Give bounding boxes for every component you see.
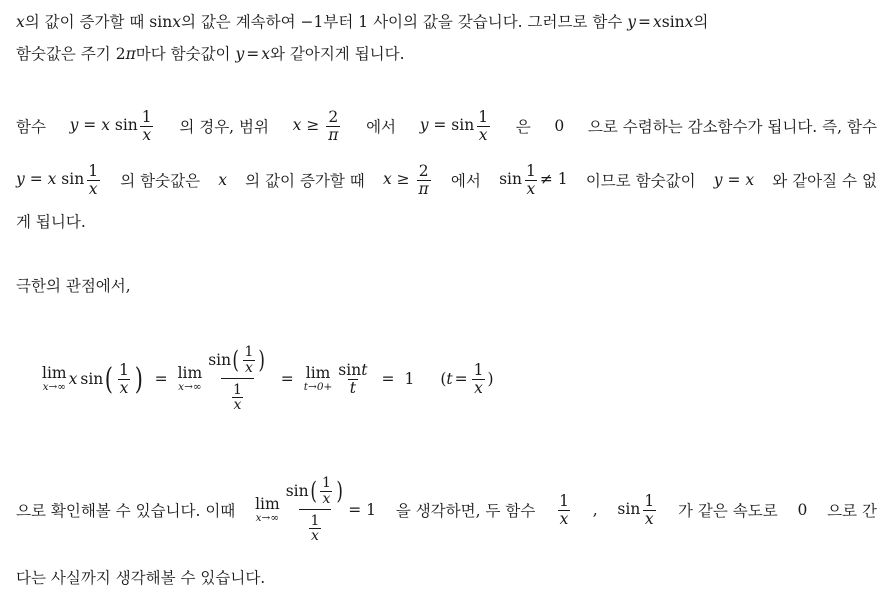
substitution-note: ( t = $\frac{1}{x}$ ) (440, 361, 494, 397)
text: 부터 (323, 13, 359, 31)
paragraph-4-line-2 (16, 566, 877, 588)
fraction-sin-over-1-over-x: sin ( $\frac{1}{x}$ ) $\frac{1}{x}$ (208, 344, 266, 414)
inline-formula-sin-1-over-x-neq-1: sin $\frac{1}{x}$ ≠ 1 (499, 162, 568, 198)
equals-sign: = (638, 13, 651, 31)
denominator: x (88, 179, 98, 198)
inline-formula-y-sin-1-over-x: y = sin $\frac{1}{x}$ (419, 108, 489, 144)
text: 사이의 값을 갖습니다. 그러므로 함수 (368, 13, 628, 31)
var-y: y (235, 45, 245, 63)
numerator: 1 (525, 162, 536, 181)
sin-text: sin (80, 370, 104, 388)
pi-symbol: π (125, 45, 136, 63)
fraction-sin-t-over-t: $\frac{\sin t}{t}$ (338, 361, 368, 397)
text: 으로 확인해볼 수 있습니다. 이때 (16, 502, 236, 520)
fraction-1-over-x: $\frac{1}{x}$ (559, 492, 569, 528)
numerator: 1 (478, 108, 489, 127)
limit-operator: lim x→∞ (177, 364, 203, 393)
inline-formula-x-geq-2-over-pi: x ≥ $\frac{2}{\pi}$ (292, 108, 339, 144)
inline-formula-sin-1-over-x: sin $\frac{1}{x}$ (617, 492, 655, 528)
text: 마다 함숫값이 (135, 45, 236, 63)
right-paren: ) (134, 361, 143, 397)
paragraph-1-line-2 (16, 42, 877, 64)
text: 함숫값은 주기 (16, 45, 116, 63)
paragraph-2-line-3 (16, 210, 877, 232)
result-value: 1 (404, 370, 415, 388)
text: 함수 (16, 118, 46, 136)
sin-text: sin (661, 13, 685, 31)
paragraph-4-line-1 (16, 470, 877, 550)
number: −1 (300, 13, 324, 31)
text: 와 같아지게 됩니다. (269, 45, 405, 63)
text: 의 (693, 13, 709, 31)
paragraph-3 (16, 274, 877, 296)
text: 다는 사실까지 생각해볼 수 있습니다. (16, 569, 266, 587)
left-paren: ( (105, 361, 114, 397)
text: 의 경우, 범위 (179, 118, 269, 136)
text: 에서 (366, 118, 397, 136)
limit-operator: lim t→0+ (303, 364, 333, 393)
inline-formula-y-x-sin-1-over-x: y = x sin $\frac{1}{x}$ (69, 108, 152, 144)
neq-one: ≠ 1 (539, 170, 568, 188)
text: 의 값이 증가할 때 (245, 172, 365, 190)
inline-formula-y-x-sin-1-over-x: y = x sin $\frac{1}{x}$ (16, 162, 99, 198)
denominator: x (142, 125, 152, 144)
var-x: x (16, 13, 25, 31)
var-x: x (684, 13, 694, 31)
limit-operator: lim x→∞ (42, 364, 67, 393)
text: 와 같아질 수 없 (772, 172, 877, 190)
denominator: x (478, 125, 488, 144)
equals-sign: = (381, 370, 395, 388)
text: , (592, 501, 598, 519)
text: 가 같은 속도로 (677, 502, 778, 520)
equals-one: = 1 (348, 501, 377, 519)
text: 이므로 함숫값이 (585, 172, 696, 190)
numerator: 2 (328, 108, 339, 127)
text: 의 값이 증가할 때 (24, 13, 150, 31)
number: 1 (358, 13, 369, 31)
number: 2 (115, 45, 126, 63)
text: 게 됩니다. (16, 213, 86, 231)
var-x: x (653, 13, 662, 31)
var-x: x (172, 13, 181, 31)
equals-sign: = (280, 370, 294, 388)
denominator: π (328, 125, 339, 144)
numerator: 1 (88, 162, 99, 181)
text: 으로 간 (827, 502, 877, 520)
text: 극한의 관점에서, (16, 277, 131, 295)
equals-sign: = (246, 45, 260, 63)
text: 을 생각하면, 두 함수 (395, 502, 536, 520)
var-y: y (627, 13, 636, 31)
denominator: x (526, 179, 536, 198)
number: 0 (554, 117, 565, 135)
text: 의 함숫값은 (120, 172, 201, 190)
inline-limit-formula: lim x→∞ sin ( $\frac{1}{x}$ ) $\frac{1}{x}$ = 1 (255, 475, 377, 545)
inline-formula-y-eq-x: y = x (713, 171, 755, 189)
paragraph-1-line-1 (16, 10, 877, 32)
text: 에서 (450, 172, 481, 190)
number: 0 (797, 501, 808, 519)
text: 은 (515, 118, 531, 136)
text: 으로 수렴하는 감소함수가 됩니다. 즉, 함수 (587, 118, 877, 136)
denominator: π (418, 179, 429, 198)
var-x: x (68, 370, 78, 388)
var-x: x (261, 45, 270, 63)
paragraph-2-line-1 (16, 106, 877, 146)
var-x: x (218, 171, 227, 189)
sin-text: sin (149, 13, 173, 31)
limit-formula (42, 334, 877, 424)
numerator: 1 (141, 108, 152, 127)
text: 의 값은 계속하여 (180, 13, 301, 31)
numerator: 2 (418, 162, 429, 181)
paragraph-2-line-2 (16, 160, 877, 200)
equals-sign: = (154, 370, 168, 388)
fraction-1-over-x: $\frac{1}{x}$ (119, 361, 129, 397)
inline-formula-x-geq-2-over-pi: x ≥ $\frac{2}{\pi}$ (382, 162, 429, 198)
